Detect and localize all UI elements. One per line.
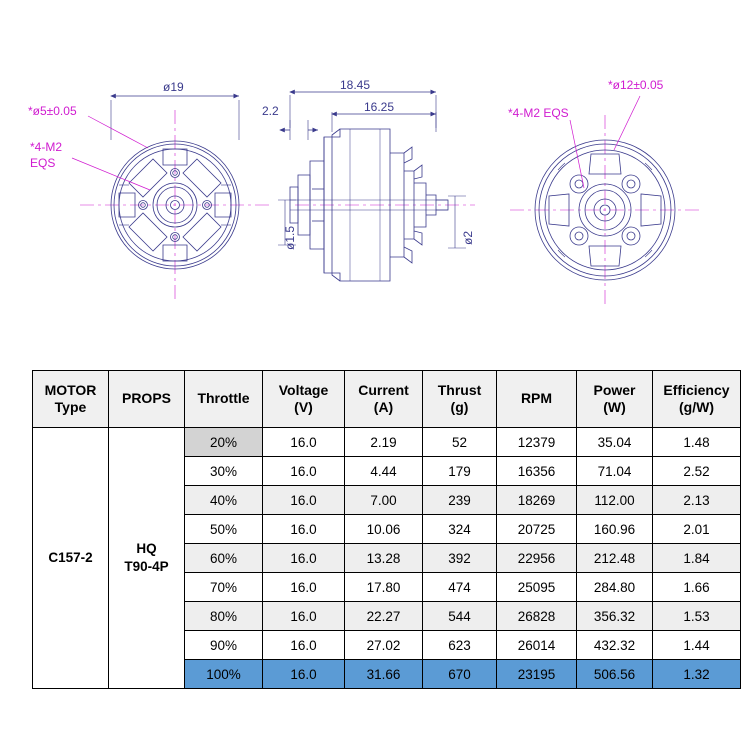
cell-throttle: 90%: [185, 631, 263, 660]
col-current: [345, 371, 423, 428]
cell-thrust: 544: [423, 602, 497, 631]
col-voltage: [263, 371, 345, 428]
col-thrust-l2: (g): [450, 399, 469, 415]
cell-rpm: 23195: [497, 660, 577, 689]
cell-rpm: 25095: [497, 573, 577, 602]
cell-efficiency: 1.84: [653, 544, 741, 573]
col-throttle-l1: Throttle: [197, 390, 250, 407]
cell-rpm: 22956: [497, 544, 577, 573]
cell-voltage: 16.0: [263, 515, 345, 544]
dim-label-d5-tol: *ø5±0.05: [28, 104, 77, 118]
cell-power: 212.48: [577, 544, 653, 573]
cell-efficiency: 1.53: [653, 602, 741, 631]
col-rpm: [497, 371, 577, 428]
cell-voltage: 16.0: [263, 457, 345, 486]
cell-thrust: 52: [423, 428, 497, 457]
cell-power: 160.96: [577, 515, 653, 544]
cell-efficiency: 2.13: [653, 486, 741, 515]
cell-current: 7.00: [345, 486, 423, 515]
cell-power: 506.56: [577, 660, 653, 689]
middle-view-side: [290, 129, 475, 281]
cell-throttle: 50%: [185, 515, 263, 544]
cell-voltage: 16.0: [263, 631, 345, 660]
col-thrust: [423, 371, 497, 428]
cell-thrust: 474: [423, 573, 497, 602]
drawing-canvas: [0, 0, 750, 350]
cell-efficiency: 2.01: [653, 515, 741, 544]
cell-thrust: 239: [423, 486, 497, 515]
cell-thrust: 179: [423, 457, 497, 486]
cell-current: 31.66: [345, 660, 423, 689]
table-row: [33, 428, 741, 457]
performance-table-container: [32, 370, 730, 689]
cell-voltage: 16.0: [263, 660, 345, 689]
col-motor-type: [33, 371, 109, 428]
dim-label-2-2: 2.2: [262, 104, 279, 118]
col-motor-type-l2: Type: [54, 399, 87, 415]
dim-2-2: [280, 120, 318, 140]
cell-power: 356.32: [577, 602, 653, 631]
dim-label-d2: ø2: [461, 230, 475, 245]
cell-rpm: 20725: [497, 515, 577, 544]
dim-label-18-45: 18.45: [340, 78, 371, 92]
col-voltage-l2: (V): [294, 399, 313, 415]
cell-props-line2: T90-4P: [124, 559, 169, 574]
cell-voltage: 16.0: [263, 428, 345, 457]
cell-throttle: 60%: [185, 544, 263, 573]
cell-efficiency: 1.44: [653, 631, 741, 660]
cell-power: 284.80: [577, 573, 653, 602]
cell-throttle: 20%: [185, 428, 263, 457]
cell-throttle: 40%: [185, 486, 263, 515]
cell-throttle: 70%: [185, 573, 263, 602]
cell-motor-type: C157-2: [33, 428, 109, 689]
col-motor-type-l1: MOTOR: [44, 381, 97, 398]
cell-rpm: 26828: [497, 602, 577, 631]
cell-props-line1: HQ: [136, 541, 157, 557]
cell-voltage: 16.0: [263, 544, 345, 573]
cell-efficiency: 2.52: [653, 457, 741, 486]
dim-label-d19: ø19: [163, 80, 184, 94]
dim-label-d12-tol: *ø12±0.05: [608, 78, 664, 92]
col-power-l1: Power: [593, 381, 636, 398]
cell-throttle: 30%: [185, 457, 263, 486]
cell-props: [109, 428, 185, 689]
cell-voltage: 16.0: [263, 486, 345, 515]
cell-throttle: 100%: [185, 660, 263, 689]
cell-power: 35.04: [577, 428, 653, 457]
cell-efficiency: 1.66: [653, 573, 741, 602]
cell-current: 22.27: [345, 602, 423, 631]
cell-current: 17.80: [345, 573, 423, 602]
col-current-l2: (A): [373, 399, 394, 415]
cell-current: 2.19: [345, 428, 423, 457]
cell-power: 112.00: [577, 486, 653, 515]
col-throttle: [185, 371, 263, 428]
col-efficiency-l1: Efficiency: [663, 381, 730, 398]
cell-throttle: 80%: [185, 602, 263, 631]
col-power: [577, 371, 653, 428]
cell-current: 4.44: [345, 457, 423, 486]
dim-18-45: [290, 92, 436, 128]
cell-thrust: 324: [423, 515, 497, 544]
cell-efficiency: 1.32: [653, 660, 741, 689]
dim-label-4-m2-eqs: *4-M2 EQS: [508, 106, 569, 120]
col-thrust-l1: Thrust: [437, 381, 482, 398]
col-voltage-l1: Voltage: [278, 381, 329, 398]
cell-power: 71.04: [577, 457, 653, 486]
cell-current: 10.06: [345, 515, 423, 544]
right-view-rear: [510, 115, 700, 305]
cell-rpm: 18269: [497, 486, 577, 515]
cell-rpm: 12379: [497, 428, 577, 457]
col-props-l1: PROPS: [121, 390, 171, 407]
cell-thrust: 623: [423, 631, 497, 660]
cell-thrust: 670: [423, 660, 497, 689]
cell-power: 432.32: [577, 631, 653, 660]
col-power-l2: (W): [603, 399, 626, 415]
cell-current: 27.02: [345, 631, 423, 660]
table-body: [33, 428, 741, 689]
dim-label-eqs: EQS: [30, 156, 56, 170]
dim-label-4-m2: *4-M2: [30, 140, 63, 154]
dim-label-d1-5: ø1.5: [283, 225, 297, 250]
cell-voltage: 16.0: [263, 573, 345, 602]
cell-rpm: 16356: [497, 457, 577, 486]
cell-thrust: 392: [423, 544, 497, 573]
dim-label-16-25: 16.25: [364, 100, 395, 114]
col-rpm-l1: RPM: [520, 390, 553, 407]
cell-rpm: 26014: [497, 631, 577, 660]
left-view-front: [80, 110, 270, 300]
technical-drawing: [0, 0, 750, 350]
cell-voltage: 16.0: [263, 602, 345, 631]
cell-current: 13.28: [345, 544, 423, 573]
col-efficiency: [653, 371, 741, 428]
cell-efficiency: 1.48: [653, 428, 741, 457]
performance-table: [32, 370, 741, 689]
header-row: [33, 371, 741, 428]
col-efficiency-l2: (g/W): [679, 399, 714, 415]
col-current-l1: Current: [358, 381, 409, 398]
col-props: [109, 371, 185, 428]
table-header: [33, 371, 741, 428]
